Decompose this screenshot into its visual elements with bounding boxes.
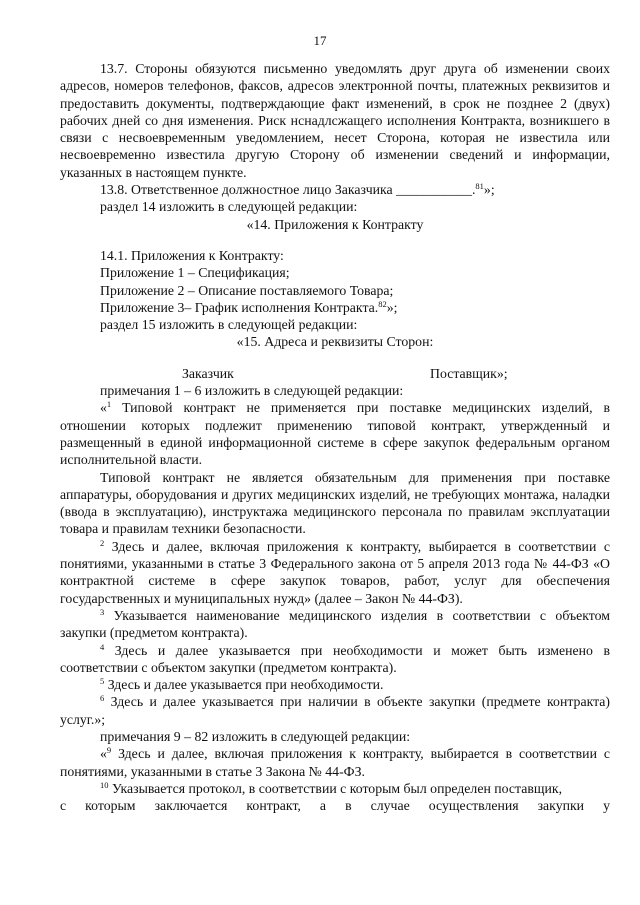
note-9-text: Здесь и далее, включая приложения к контракту, выбирается в соответствии с понятиями, указанными в статье 3 Закона № 44-ФЗ. — [60, 746, 610, 779]
section-15-heading: «15. Адреса и реквизиты Сторон: — [236, 334, 434, 350]
note-1-text: Типовой контракт не применяется при поставке медицинских изделий, в отношении которых подлежит применению типовой контракт, утвержденный и размещенный в единой информационной системе в сфере закупок федеральным органом исполнительной власти. — [60, 400, 610, 468]
note-10-continued: с которым заключается контракт, а в случае осуществления закупки у — [60, 798, 610, 814]
appendix-3 — [60, 299, 610, 316]
spacer — [60, 351, 610, 365]
note-2-text: Здесь и далее, включая приложения к контракту, выбирается в соответствии с понятиями, указанными в статье 3 Федерального закона от 5 апреля 2013 года № 44-ФЗ «О контрактной системе в сфере закупок товаров, работ, услуг для обеспечения государственных и муниципальных нужд» (далее – Закон № 44-ФЗ). — [60, 538, 610, 606]
note-9-marker: 9 — [106, 745, 112, 756]
note-4-marker: 4 — [100, 641, 105, 652]
note-4 — [60, 642, 610, 677]
note-2-marker: 2 — [100, 537, 105, 548]
note-6-marker: 6 — [100, 693, 105, 704]
note-5-marker: 5 — [100, 676, 105, 687]
party-supplier: Поставщик»; — [430, 365, 508, 381]
amend-section-14: раздел 14 изложить в следующей редакции: — [100, 199, 358, 215]
note-3-marker: 3 — [100, 606, 105, 617]
note-4-text: Здесь и далее указывается при необходимости и может быть изменено в соответствии с объектом закупки (предметом контракта). — [60, 642, 610, 675]
note-5 — [60, 676, 610, 693]
clause-13-8-tail: »; — [483, 182, 495, 198]
note-9 — [60, 745, 610, 780]
note-3-text: Указывается наименование медицинского изделия в соответствии с объектом закупки (предметом контракта). — [60, 607, 610, 641]
appendix-1: Приложение 1 – Спецификация; — [100, 265, 290, 281]
note-10 — [60, 780, 610, 797]
note-1 — [60, 399, 610, 468]
parties-row — [60, 365, 610, 382]
amend-section-15: раздел 15 изложить в следующей редакции: — [100, 317, 358, 333]
party-customer: Заказчик — [182, 365, 234, 381]
page-number: 17 — [313, 33, 327, 48]
note-10-marker: 10 — [100, 779, 109, 790]
spacer — [60, 233, 610, 247]
appendix-2: Приложение 2 – Описание поставляемого Товара; — [100, 282, 394, 298]
note-6-text: Здесь и далее указывается при наличии в объекте закупки (предмете контракта) услуг.»; — [60, 694, 610, 727]
footnote-ref-81: 81 — [475, 181, 484, 192]
note-5-text: Здесь и далее указывается при необходимости. — [104, 677, 384, 693]
appendix-3-text: Приложение 3– График исполнения Контракта. — [100, 299, 379, 315]
quote-open: « — [100, 400, 107, 416]
amend-notes-9-82: примечания 9 – 82 изложить в следующей редакции: — [100, 728, 411, 744]
note-3 — [60, 607, 610, 642]
appendix-3-tail: »; — [386, 299, 398, 315]
note-2 — [60, 538, 610, 607]
note-6 — [60, 693, 610, 728]
clause-13-7: 13.7. Стороны обязуются письменно уведомлять друг друга об изменении своих адресов, номеров телефонов, факсов, адресов электронной почты, платежных реквизитов и предоставить документы, подтверждающие факт изменений, в срок не позднее 2 (двух) рабочих дней со дня изменения. Риск нснадлсжащего исполнения Контракта, возникшего в связи с несвоевременным уведомлением, несет Сторона, которая не известила или несвоевременно известила другую Сторону об изменении сведений и информации, указанных в настоящем пункте. — [60, 61, 610, 180]
clause-14-1: 14.1. Приложения к Контракту: — [100, 247, 284, 263]
note-10-text: Указывается протокол, в соответствии с которым был определен поставщик, — [108, 780, 563, 796]
amend-notes-1-6: примечания 1 – 6 изложить в следующей редакции: — [100, 383, 404, 399]
footnote-ref-82: 82 — [378, 298, 387, 309]
clause-13-8 — [60, 181, 610, 198]
quote-open: « — [100, 746, 107, 762]
section-14-heading: «14. Приложения к Контракту — [246, 216, 424, 232]
document-body — [60, 60, 610, 814]
note-1-continued: Типовой контракт не является обязательным для применения при поставке аппаратуры, оборудования и других медицинских изделий, не требующих монтажа, наладки (ввода в эксплуатацию), инструктажа медицинского персонала по правилам эксплуатации товара и правилам техники безопасности. — [60, 469, 610, 537]
clause-13-8-text: 13.8. Ответственное должностное лицо Заказчика ___________. — [100, 182, 476, 198]
note-1-marker: 1 — [106, 399, 112, 410]
